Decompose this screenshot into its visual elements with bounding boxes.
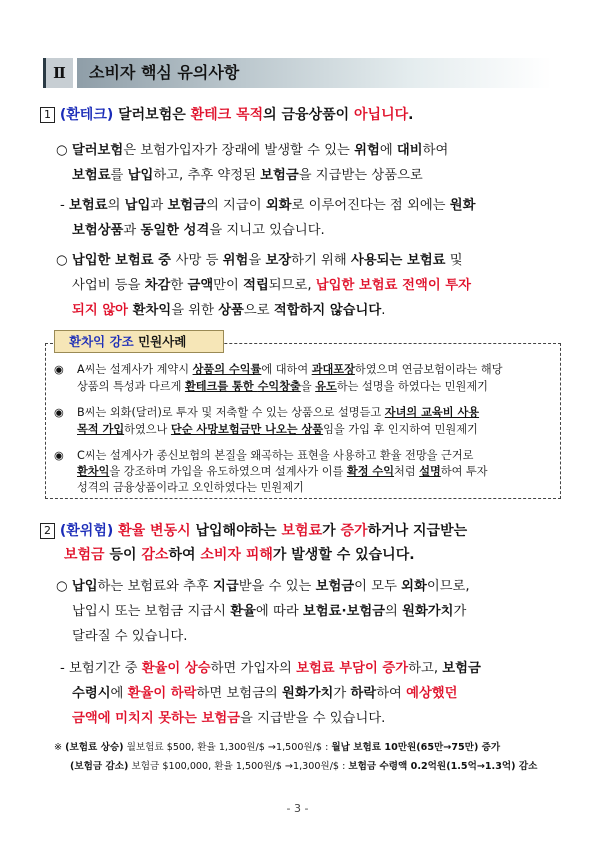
text-segment: 환율	[230, 604, 256, 619]
text-segment: 하거나 지급받는	[367, 523, 468, 539]
text-segment: 교육비 사용	[421, 406, 480, 419]
text-segment: 달러보험은	[118, 107, 191, 123]
text-segment: 등이	[104, 547, 142, 563]
text-segment: 납입한 보험료 전액이 투자	[315, 278, 471, 293]
case-b-line-2	[77, 422, 478, 437]
text-segment: 을 위한	[171, 303, 219, 318]
text-segment: 납입시 또는 보험금 지급시	[72, 604, 231, 619]
text-segment: 원화가치	[282, 686, 334, 701]
text-segment: 금액	[187, 278, 214, 293]
text-segment: 보험금	[260, 168, 299, 183]
text-segment: 의	[385, 604, 403, 619]
text-segment: 로 이루어진다는 점 외에는	[291, 198, 450, 213]
text-segment: 사용되는 보험료	[350, 253, 446, 268]
text-segment: 차감	[144, 278, 171, 293]
text-segment: 외화	[401, 579, 427, 594]
text-segment: 설명	[419, 465, 441, 478]
text-segment: 납입	[127, 168, 154, 183]
text-segment: 한	[170, 278, 188, 293]
text-segment: 하기 위해	[291, 253, 351, 268]
text-segment: 아닙니다	[354, 107, 409, 123]
item-1-bullet-1-line-2	[72, 167, 423, 185]
text-segment: 자녀의	[384, 406, 422, 419]
item-2-bullet-1-line-2	[72, 603, 466, 621]
text-segment: 보험금	[442, 661, 481, 676]
text-segment: 은 보험가입자가 장래에 발생할 수 있는	[123, 143, 355, 158]
text-segment: 하락	[350, 686, 377, 701]
text-segment: 금액에 미치지 못하는 보험금	[72, 711, 241, 726]
text-segment: 환율이 하락	[127, 686, 197, 701]
text-segment: C씨는 설계사가 종신보험의 본질을 왜곡하는 표현을 사용하고 환율 전망을 근거로	[77, 449, 474, 462]
case-b-line-1	[77, 405, 479, 420]
text-segment: 가	[322, 523, 341, 539]
text-segment: 의 지급이	[205, 198, 266, 213]
text-segment: 가 발생할 수 있습니다.	[272, 547, 415, 563]
text-segment: 이므로,	[426, 579, 470, 594]
text-segment: 하여	[376, 686, 407, 701]
item-1-number: 1	[40, 107, 55, 123]
text-segment: 상품의 특성과 다르게	[77, 380, 185, 393]
text-segment: 사업비 등을	[72, 278, 145, 293]
section-number: Ⅱ	[43, 58, 73, 88]
item-2-heading-line-1	[40, 522, 467, 540]
item-2-bullet-2-line-3	[72, 710, 385, 728]
text-segment: 하여	[422, 143, 449, 158]
text-segment: 보험금	[315, 579, 355, 594]
text-segment: (환테크)	[55, 107, 119, 123]
text-segment: 을 강조하며 가입을 유도하였으며 설계사가 이를	[109, 465, 347, 478]
text-segment: 위험	[354, 143, 380, 158]
text-segment: 대비	[396, 143, 423, 158]
text-segment: 이 모두	[354, 579, 402, 594]
text-segment: 확정 수익	[346, 465, 395, 478]
text-segment: 환테크 목적	[190, 107, 264, 123]
item-1-bullet-3-line-3	[72, 302, 385, 320]
case-c-line-2	[77, 464, 488, 479]
text-segment: 에 따라	[255, 604, 303, 619]
text-segment: .	[408, 107, 414, 123]
text-segment: 소비자 피해	[200, 547, 273, 563]
text-segment: 증가	[340, 523, 368, 539]
text-segment: 수익창출	[257, 380, 301, 393]
text-segment: 동일한 성격	[140, 223, 210, 238]
item-1-bullet-3-line-1	[56, 252, 463, 270]
text-segment: 되므로,	[268, 278, 316, 293]
text-segment: 보험료·보험금	[302, 604, 386, 619]
text-segment: 보험금	[64, 547, 105, 563]
text-segment: 성격의 금융상품이라고 오인하였다는 민원제기	[77, 481, 304, 494]
case-c-line-1	[77, 448, 473, 463]
text-segment: 환테크를 통한	[184, 380, 258, 393]
text-segment: 납입한 보험료 중	[71, 253, 176, 268]
complaint-box-tab	[54, 330, 224, 353]
text-segment: 사망 등	[175, 253, 223, 268]
item-1-bullet-3-line-2	[72, 277, 471, 295]
item-2-bullet-2-line-1	[60, 660, 481, 678]
text-segment: 보험료 부담이 증가	[296, 661, 409, 676]
case-c-line-3	[77, 480, 304, 495]
text-segment: 위험	[222, 253, 249, 268]
item-1-bullet-2-line-2	[72, 222, 325, 240]
text-segment: 보험료	[72, 168, 111, 183]
text-segment: (보험금 감소)	[70, 761, 129, 772]
text-segment: 수령시	[72, 686, 111, 701]
text-segment: 하여 투자	[440, 465, 488, 478]
text-segment: 과	[123, 223, 141, 238]
item-2-heading-line-2	[64, 546, 415, 564]
page-number: - 3 -	[286, 802, 309, 815]
text-segment: 에 대하여	[261, 363, 312, 376]
item-1-bullet-1-line-1	[56, 142, 448, 160]
text-segment: 환율 변동시	[118, 523, 191, 539]
text-segment: .	[381, 303, 386, 318]
text-segment: B씨는 외화(달러)로 투자 및 저축할 수 있는 상품으로 설명듣고	[77, 406, 385, 419]
text-segment: ※	[54, 742, 66, 753]
text-segment: 보험상품	[72, 223, 124, 238]
text-segment: 목적 가입	[77, 423, 125, 436]
item-2-number: 2	[40, 523, 55, 539]
text-segment: 를	[110, 168, 128, 183]
text-segment: 보험금 $100,000, 환율 1,500원/$ →1,300원/$ :	[128, 761, 349, 772]
item-2-bullet-1-line-3	[72, 628, 187, 646]
text-segment: 을 지급받는 상품으로	[298, 168, 423, 183]
note-benefit-decrease	[70, 760, 537, 774]
note-premium-increase	[54, 741, 500, 755]
text-segment: 보험금 수령액 0.2억원(1.5억→1.3억) 감소	[348, 761, 538, 772]
text-segment: 하면 보험금의	[196, 686, 283, 701]
complaint-tab-title: 환차익 강조	[69, 334, 134, 349]
text-segment: 과	[150, 198, 168, 213]
text-segment: 의 금융상품이	[263, 107, 355, 123]
text-segment: 원화	[449, 198, 476, 213]
item-2-heading-text	[55, 523, 467, 539]
text-segment: 을	[300, 380, 316, 393]
item-1-heading-text	[55, 107, 413, 123]
text-segment: 처럼	[394, 465, 420, 478]
text-segment: 보험금	[167, 198, 206, 213]
text-segment: 에	[379, 143, 397, 158]
case-b-bullet-icon: ◉	[54, 406, 64, 419]
case-c-bullet-icon: ◉	[54, 449, 64, 462]
text-segment: 의	[107, 198, 125, 213]
text-segment: 지급	[213, 579, 239, 594]
text-segment: 적합하지 않습니다	[273, 303, 382, 318]
text-segment: 하였으나	[124, 423, 171, 436]
text-segment: 하면 가입자의	[210, 661, 297, 676]
text-segment: (보험료 상승)	[65, 742, 124, 753]
text-segment: 하는 보험료와 추후	[97, 579, 213, 594]
text-segment: 원화가치	[402, 604, 454, 619]
text-segment: 및	[445, 253, 463, 268]
text-segment: 상품	[218, 303, 244, 318]
text-segment: A씨는 설계사가 계약시	[77, 363, 193, 376]
item-1-heading	[40, 106, 413, 124]
text-segment: 외화	[265, 198, 292, 213]
text-segment: 과대포장	[311, 363, 355, 376]
case-a-line-1	[77, 362, 503, 377]
text-segment: 환율이 상승	[141, 661, 211, 676]
text-segment: 하는 설명을 하였다는 민원제기	[336, 380, 488, 393]
text-segment: 을 지급받을 수 있습니다.	[240, 711, 386, 726]
text-segment: 상품의 수익률	[192, 363, 262, 376]
text-segment: 월보험료 $500, 환율 1,300원/$ →1,500원/$ :	[123, 742, 332, 753]
complaint-tab-title-2: 민원사례	[133, 334, 187, 349]
text-segment: 만이	[213, 278, 244, 293]
item-2-bullet-1-line-1	[56, 578, 470, 596]
text-segment: 하고, 추후 약정된	[153, 168, 261, 183]
text-segment: 받을 수 있는	[238, 579, 316, 594]
text-segment: 납입해야하는	[190, 523, 282, 539]
text-segment: 임을 가입 후 인지하여 민원제기	[323, 423, 478, 436]
text-segment: 적립	[243, 278, 269, 293]
text-segment: ○	[56, 579, 72, 594]
text-segment: ○	[56, 253, 72, 268]
text-segment: 예상했던	[406, 686, 458, 701]
text-segment: 보험료	[281, 523, 323, 539]
item-1-bullet-2-line-1	[60, 197, 475, 215]
case-a-line-2	[77, 379, 488, 394]
text-segment: 월납 보험료 10만원(65만→75만) 증가	[331, 742, 501, 753]
text-segment: 환차익	[128, 303, 172, 318]
text-segment: 하고,	[408, 661, 443, 676]
text-segment: 감소	[141, 547, 169, 563]
text-segment: 유도	[315, 380, 337, 393]
text-segment: 되지 않아	[72, 303, 129, 318]
text-segment: 단순 사망보험금만 나오는 상품	[170, 423, 324, 436]
text-segment: -	[60, 198, 70, 213]
section-header	[43, 58, 552, 88]
text-segment: 보장	[265, 253, 292, 268]
section-title: 소비자 핵심 유의사항	[89, 63, 240, 82]
text-segment: 하여	[168, 547, 201, 563]
case-a-bullet-icon: ◉	[54, 363, 64, 376]
text-segment: 가	[453, 604, 467, 619]
text-segment: 납입	[71, 579, 98, 594]
text-segment: 보험료	[69, 198, 108, 213]
text-segment: 달라질 수 있습니다.	[72, 629, 188, 644]
text-segment: 납입	[124, 198, 151, 213]
text-segment: 가	[333, 686, 351, 701]
text-segment: 을	[248, 253, 266, 268]
text-segment: 에	[110, 686, 128, 701]
text-segment: 달러보험	[71, 143, 124, 158]
text-segment: - 보험기간 중	[60, 661, 142, 676]
text-segment: 하였으며 연금보험이라는 해당	[354, 363, 503, 376]
text-segment: ○	[56, 143, 72, 158]
text-segment: 으로	[243, 303, 274, 318]
text-segment: 을 지니고 있습니다.	[209, 223, 325, 238]
item-2-bullet-2-line-2	[72, 685, 458, 703]
text-segment: 환차익	[77, 465, 110, 478]
text-segment: (환위험)	[55, 523, 119, 539]
